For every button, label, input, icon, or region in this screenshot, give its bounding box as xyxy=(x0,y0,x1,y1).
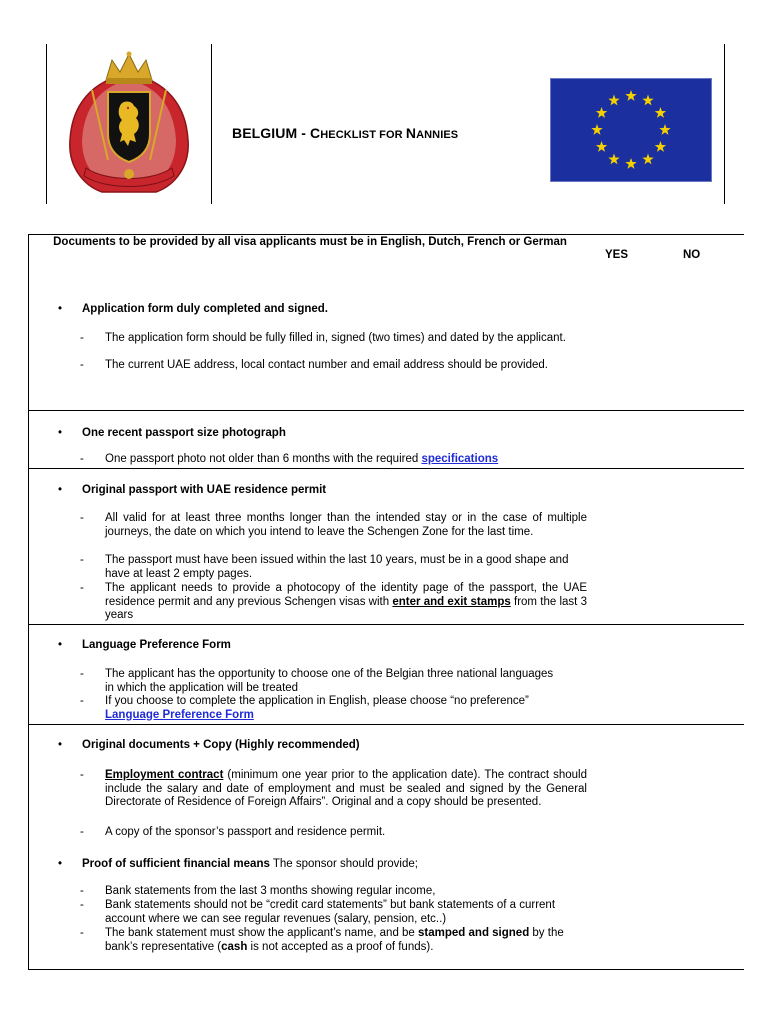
bullet-icon: • xyxy=(58,484,63,496)
list-item-text: from the last 3 years xyxy=(105,595,588,622)
bullet-icon: • xyxy=(58,739,63,751)
dash-marker: - xyxy=(80,453,84,465)
list-item xyxy=(105,769,587,810)
dash-marker: - xyxy=(80,554,84,566)
section-heading: Proof of sufficient financial means xyxy=(82,858,270,870)
list-item: The passport must have been issued within the last 10 years, must be in a good shape and have at least 2 empty pages. xyxy=(105,554,569,580)
header-right-border xyxy=(724,44,725,204)
list-item-text: by the bank’s representative ( xyxy=(105,927,564,953)
belgium-coat-of-arms-icon xyxy=(62,50,196,200)
dash-marker: - xyxy=(80,899,84,911)
dash-marker: - xyxy=(80,695,84,707)
section-language-preference xyxy=(58,638,231,652)
section-heading: Original documents + Copy (Highly recommended) xyxy=(82,739,360,751)
list-item-text: is not accepted as a proof of funds). xyxy=(247,940,434,953)
bullet-icon: • xyxy=(58,858,63,870)
dash-marker: - xyxy=(80,359,84,371)
list-item-text: The bank statement must show the applicant’s name, and be xyxy=(105,927,419,939)
dash-marker: - xyxy=(80,885,84,897)
eu-flag-icon xyxy=(550,78,712,182)
header-mid-border xyxy=(211,44,212,204)
title-prefix: BELGIUM - xyxy=(232,125,310,141)
row-divider xyxy=(28,468,744,469)
list-item: Bank statements from the last 3 months showing regular income, xyxy=(105,885,436,897)
list-item: The application form should be fully filled in, signed (two times) and dated by the applicant. xyxy=(105,332,566,344)
bullet-icon: • xyxy=(58,427,63,439)
section-financial-means xyxy=(58,857,418,871)
bullet-icon: • xyxy=(58,303,63,315)
dash-marker: - xyxy=(80,826,84,838)
section-heading: Application form duly completed and signed. xyxy=(82,303,328,315)
list-item-text: If you choose to complete the application in English, please choose “no preference” xyxy=(105,695,529,707)
dash-marker: - xyxy=(80,668,84,680)
list-item xyxy=(105,453,587,467)
list-item-text: (minimum one year prior to the application date). The contract should include the salary and date of employment and must be sealed and signed by the General Directorate of Residence of Foreign Affairs”. Original and a copy should be presented. xyxy=(105,769,587,809)
list-item-text: One passport photo not older than 6 months with the required xyxy=(105,453,422,465)
stamped-signed-emphasis: stamped and signed xyxy=(418,927,530,939)
section-passport xyxy=(58,483,327,497)
list-item: The current UAE address, local contact number and email address should be provided. xyxy=(105,359,548,371)
documents-header: Documents to be provided by all visa applicants must be in English, Dutch, French or German xyxy=(53,236,567,248)
section-heading: Original passport with UAE residence permit xyxy=(82,484,327,496)
yes-column-header: YES xyxy=(605,249,629,261)
dash-marker: - xyxy=(80,512,84,524)
no-column-header: NO xyxy=(683,249,701,261)
section-heading: Language Preference Form xyxy=(82,639,231,651)
bullet-icon: • xyxy=(58,639,63,651)
section-photograph xyxy=(58,426,286,440)
title-initial-c: C xyxy=(310,125,321,141)
row-divider xyxy=(28,624,744,625)
header-left-border xyxy=(46,44,47,204)
section-heading: One recent passport size photograph xyxy=(82,427,286,439)
list-item: The applicant has the opportunity to choose one of the Belgian three national languages in which the application will be treated xyxy=(105,668,554,694)
page-title xyxy=(232,125,458,141)
list-item: A copy of the sponsor’s passport and residence permit. xyxy=(105,826,386,838)
row-divider xyxy=(28,724,744,725)
list-item xyxy=(105,582,587,623)
employment-contract-emphasis: Employment contract xyxy=(105,769,224,781)
list-item xyxy=(105,927,587,954)
dash-marker: - xyxy=(80,332,84,344)
dash-marker: - xyxy=(80,927,84,939)
dash-marker: - xyxy=(80,582,84,594)
list-item xyxy=(105,695,587,722)
dash-marker: - xyxy=(80,769,84,781)
section-original-documents xyxy=(58,738,360,752)
list-item: All valid for at least three months longer than the intended stay or in the case of multiple journeys, the date on which you intend to leave the Schengen Zone for the last time. xyxy=(105,512,587,538)
language-preference-form-link[interactable]: Language Preference Form xyxy=(105,708,254,721)
row-divider xyxy=(28,410,744,411)
title-initial-n: N xyxy=(405,125,417,141)
table-bottom-border xyxy=(28,969,744,970)
stamps-emphasis: enter and exit stamps xyxy=(392,595,511,608)
table-left-border xyxy=(28,234,29,970)
list-item: Bank statements should not be “credit card statements” but bank statements of a current account where we can see regular revenues (salary, pension, etc..) xyxy=(105,899,556,925)
specifications-link[interactable]: specifications xyxy=(421,453,499,465)
cash-emphasis: cash xyxy=(221,940,248,953)
title-part-1: HECKLIST FOR xyxy=(320,129,406,141)
list-item-text: The applicant needs to provide a photocopy of the identity page of the passport, the UAE residence permit and any previous Schengen visas with xyxy=(105,582,587,608)
section-heading-tail: The sponsor should provide; xyxy=(269,858,418,870)
title-part-2: ANNIES xyxy=(416,129,459,141)
section-application-form xyxy=(58,302,328,316)
